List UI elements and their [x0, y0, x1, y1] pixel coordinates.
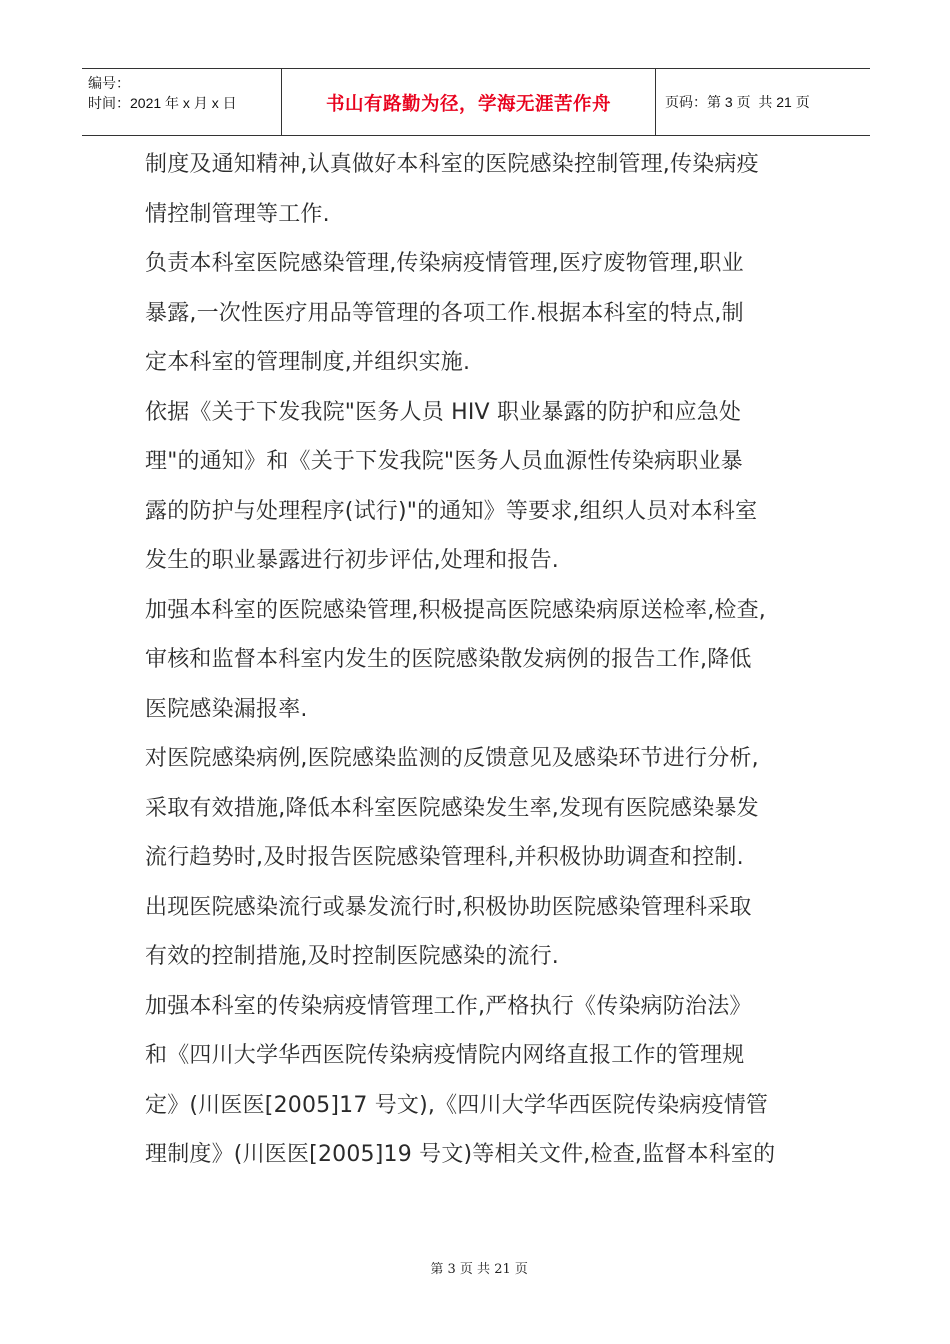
body-text-line: 理"的通知》和《关于下发我院"医务人员血源性传染病职业暴 [145, 449, 743, 474]
body-text-line: 医院感染漏报率. [145, 696, 308, 722]
body-text-line: 依据《关于下发我院"医务人员 HIV 职业暴露的防护和应急处 [145, 399, 742, 425]
body-text-line: 制度及通知精神,认真做好本科室的医院感染控制管理,传染病疫 [145, 152, 759, 177]
body-text-line: 有效的控制措施,及时控制医院感染的流行. [145, 944, 559, 969]
body-text-line: 定本科室的管理制度,并组织实施. [145, 350, 471, 375]
header-page-info: 页码：第 3 页 共 21 页 [665, 94, 810, 110]
header-page-cell [656, 69, 870, 135]
body-text-line: 定》(川医医[2005]17 号文),《四川大学华西医院传染病疫情管 [145, 1092, 769, 1118]
footer-page-number: 第 3 页 共 21 页 [430, 1262, 528, 1277]
document-date-label: 时间：2021 年 x 月 x 日 [88, 95, 237, 111]
body-text-line: 对医院感染病例,医院感染监测的反馈意见及感染环节进行分析, [145, 746, 759, 771]
body-text-line: 审核和监督本科室内发生的医院感染散发病例的报告工作,降低 [145, 647, 752, 672]
header-motto: 书山有路勤为径，学海无涯苦作舟 [325, 94, 611, 115]
body-text-line: 流行趋势时,及时报告医院感染管理科,并积极协助调查和控制. [145, 845, 744, 870]
body-text-line: 露的防护与处理程序(试行)"的通知》等要求,组织人员对本科室 [145, 498, 758, 524]
body-text-line: 负责本科室医院感染管理,传染病疫情管理,医疗废物管理,职业 [145, 251, 744, 276]
body-text-line: 发生的职业暴露进行初步评估,处理和报告. [145, 548, 559, 573]
header-motto-cell [282, 69, 656, 135]
body-text-line: 和《四川大学华西医院传染病疫情院内网络直报工作的管理规 [145, 1043, 745, 1068]
body-text-line: 情控制管理等工作. [145, 201, 330, 227]
body-text-line: 加强本科室的医院感染管理,积极提高医院感染病原送检率,检查, [145, 597, 766, 623]
page-footer [0, 1243, 950, 1277]
body-text-line: 加强本科室的传染病疫情管理工作,严格执行《传染病防治法》 [145, 993, 752, 1019]
body-text-line: 暴露,一次性医疗用品等管理的各项工作.根据本科室的特点,制 [145, 300, 744, 326]
body-text-line: 采取有效措施,降低本科室医院感染发生率,发现有医院感染暴发 [145, 795, 759, 821]
body-text-line: 理制度》(川医医[2005]19 号文)等相关文件,检查,监督本科室的 [145, 1142, 776, 1167]
document-number-label: 编号： [88, 75, 130, 91]
header-meta-cell [82, 69, 282, 135]
body-text-line: 出现医院感染流行或暴发流行时,积极协助医院感染管理科采取 [145, 894, 752, 920]
document-body [145, 140, 825, 1180]
document-header [82, 68, 870, 136]
